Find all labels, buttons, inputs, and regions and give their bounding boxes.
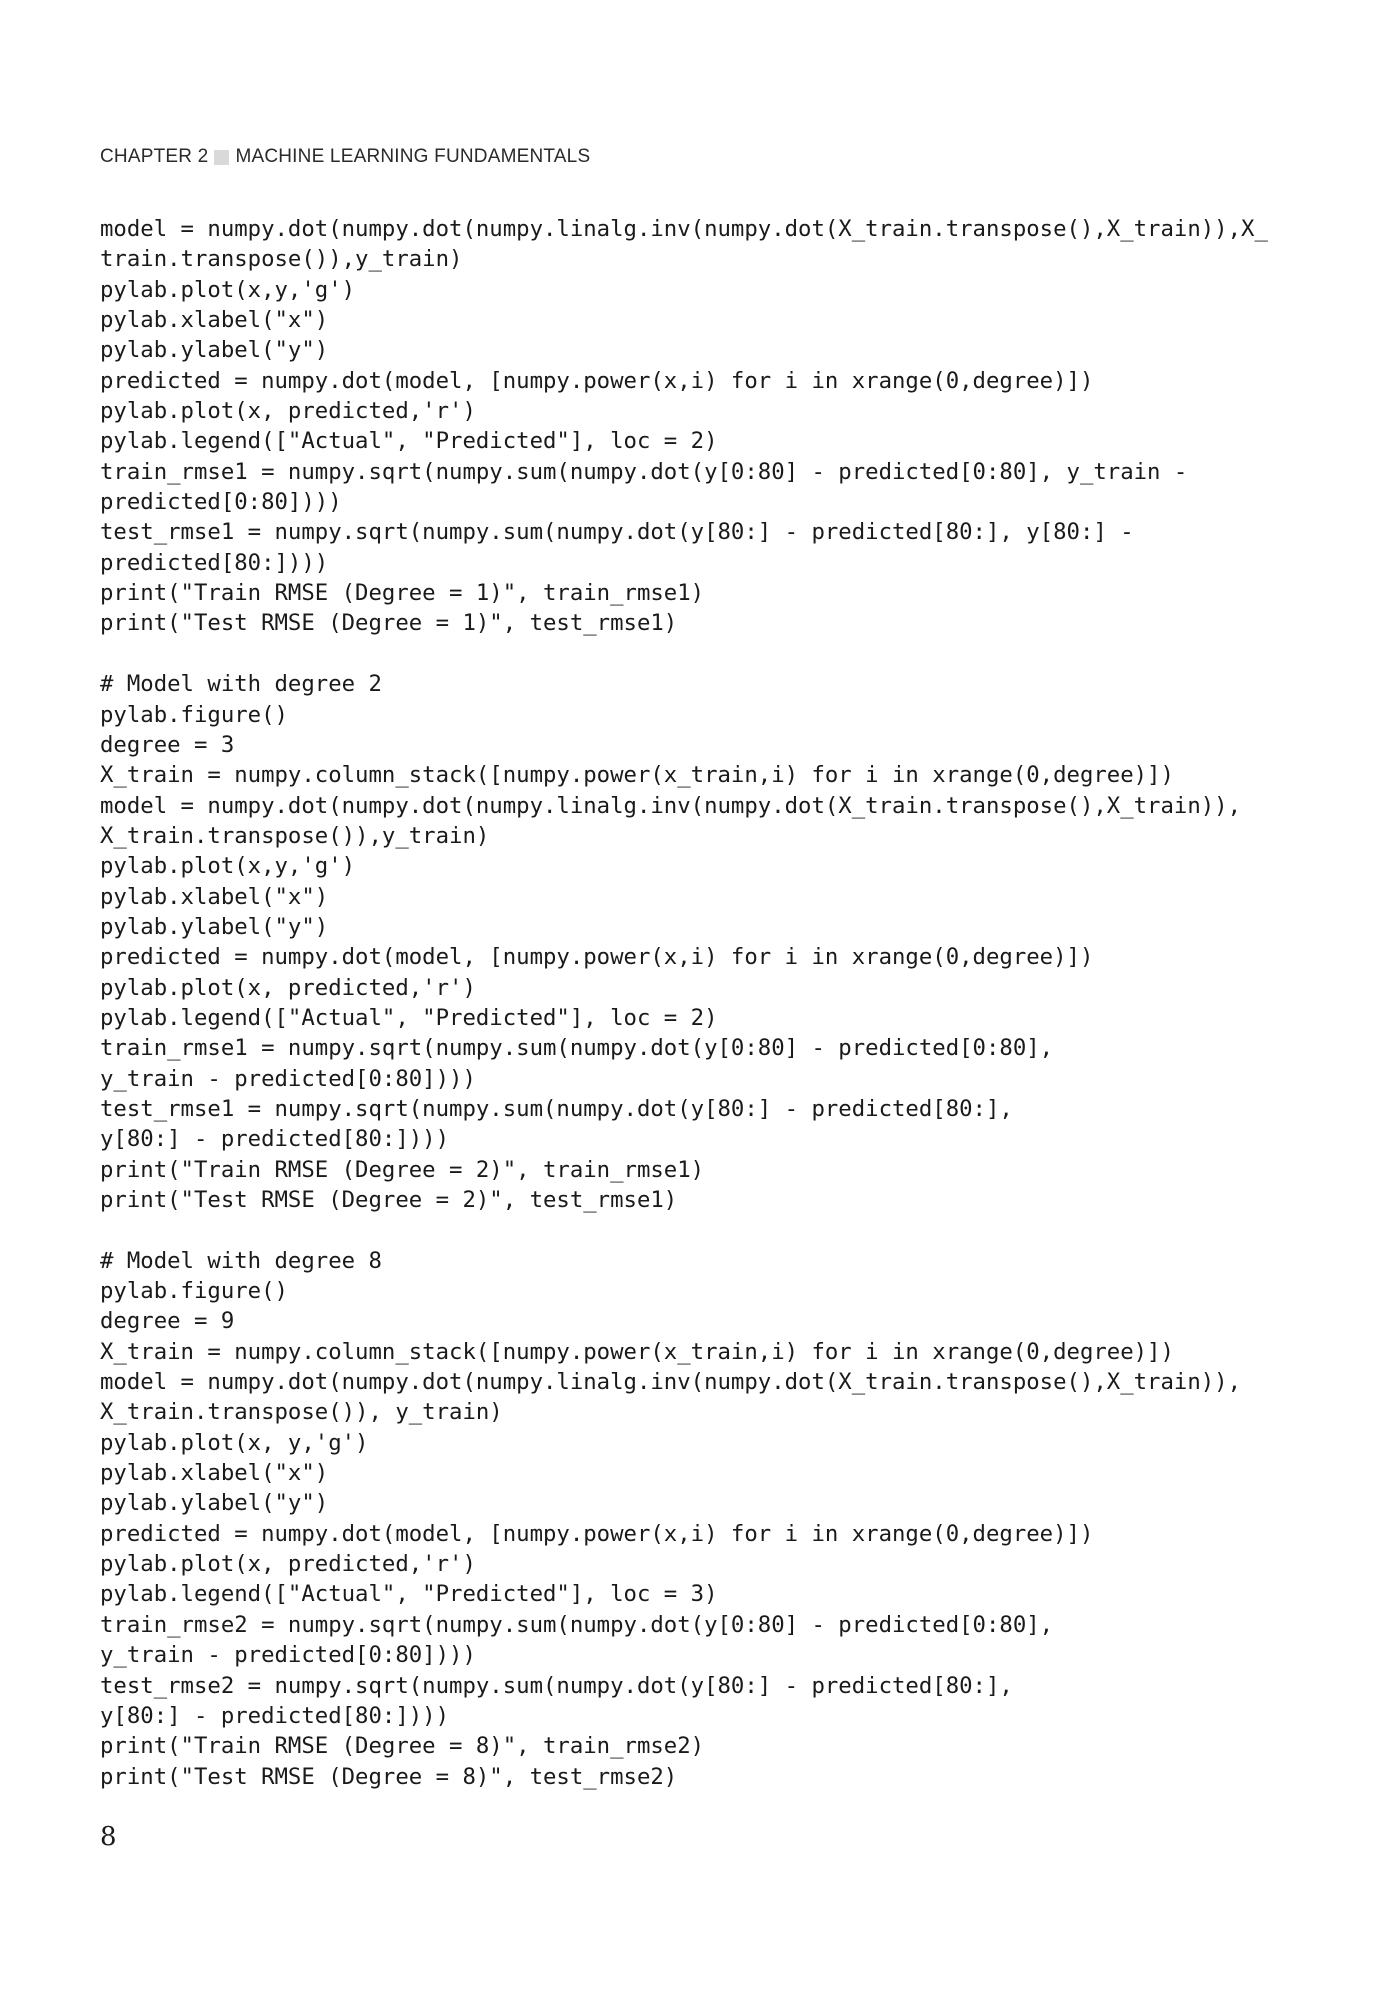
code-line: print("Train RMSE (Degree = 8)", train_rmse2) <box>100 1733 705 1760</box>
code-line: pylab.figure() <box>100 1278 288 1305</box>
code-line: train_rmse1 = numpy.sqrt(numpy.sum(numpy.dot(y[0:80] - predicted[0:80], <box>100 1035 1054 1062</box>
code-line: # Model with degree 8 <box>100 1247 382 1274</box>
code-line: pylab.plot(x, predicted,'r') <box>100 398 476 425</box>
code-line: train_rmse2 = numpy.sqrt(numpy.sum(numpy.dot(y[0:80] - predicted[0:80], <box>100 1611 1054 1638</box>
code-line: print("Train RMSE (Degree = 2)", train_rmse1) <box>100 1156 705 1183</box>
chapter-title: MACHINE LEARNING FUNDAMENTALS <box>235 146 591 167</box>
code-line: pylab.plot(x, predicted,'r') <box>100 1551 476 1578</box>
page-number: 8 <box>100 1822 117 1852</box>
code-line: predicted = numpy.dot(model, [numpy.power(x,i) for i in xrange(0,degree)]) <box>100 367 1094 394</box>
code-line: pylab.ylabel("y") <box>100 913 329 940</box>
code-line: model = numpy.dot(numpy.dot(numpy.linalg.inv(numpy.dot(X_train.transpose(),X_train)), <box>100 792 1242 819</box>
code-line: train_rmse1 = numpy.sqrt(numpy.sum(numpy.dot(y[0:80] - predicted[0:80], y_train - <box>100 458 1188 485</box>
code-line: pylab.plot(x,y,'g') <box>100 276 356 303</box>
code-line: X_train.transpose()), y_train) <box>100 1399 503 1426</box>
code-line: pylab.figure() <box>100 701 288 728</box>
code-line: y[80:] - predicted[80:]))) <box>100 1702 450 1729</box>
code-line: predicted[0:80]))) <box>100 489 342 516</box>
code-line: test_rmse1 = numpy.sqrt(numpy.sum(numpy.dot(y[80:] - predicted[80:], <box>100 1095 1013 1122</box>
running-head <box>100 146 590 168</box>
chapter-label: CHAPTER 2 <box>100 146 209 167</box>
code-line: pylab.ylabel("y") <box>100 1490 329 1517</box>
code-line: pylab.xlabel("x") <box>100 883 329 910</box>
code-line: pylab.legend(["Actual", "Predicted"], loc = 2) <box>100 428 718 455</box>
code-line: model = numpy.dot(numpy.dot(numpy.linalg.inv(numpy.dot(X_train.transpose(),X_train)),X_ <box>100 216 1268 242</box>
code-line: pylab.plot(x, y,'g') <box>100 1429 369 1456</box>
code-line: pylab.xlabel("x") <box>100 307 329 334</box>
code-line: X_train.transpose()),y_train) <box>100 822 490 849</box>
code-line <box>100 639 1320 669</box>
code-line: test_rmse1 = numpy.sqrt(numpy.sum(numpy.dot(y[80:] - predicted[80:], y[80:] - <box>100 519 1134 546</box>
code-line: degree = 3 <box>100 731 235 758</box>
code-line: # Model with degree 2 <box>100 671 382 698</box>
code-line: test_rmse2 = numpy.sqrt(numpy.sum(numpy.dot(y[80:] - predicted[80:], <box>100 1672 1013 1699</box>
code-line: pylab.xlabel("x") <box>100 1460 329 1487</box>
code-line: print("Train RMSE (Degree = 1)", train_rmse1) <box>100 580 705 607</box>
code-line: y[80:] - predicted[80:]))) <box>100 1126 450 1153</box>
code-line: model = numpy.dot(numpy.dot(numpy.linalg.inv(numpy.dot(X_train.transpose(),X_train)), <box>100 1369 1242 1396</box>
code-line: predicted = numpy.dot(model, [numpy.power(x,i) for i in xrange(0,degree)]) <box>100 944 1094 971</box>
code-line: X_train = numpy.column_stack([numpy.power(x_train,i) for i in xrange(0,degree)]) <box>100 762 1174 789</box>
code-line: print("Test RMSE (Degree = 8)", test_rmse2) <box>100 1763 678 1790</box>
code-line: pylab.plot(x, predicted,'r') <box>100 974 476 1001</box>
code-line: pylab.legend(["Actual", "Predicted"], loc = 2) <box>100 1004 718 1031</box>
code-line: y_train - predicted[0:80]))) <box>100 1065 476 1092</box>
code-line: predicted = numpy.dot(model, [numpy.power(x,i) for i in xrange(0,degree)]) <box>100 1520 1094 1547</box>
code-line: pylab.ylabel("y") <box>100 337 329 364</box>
code-line <box>100 1215 1320 1245</box>
code-line: print("Test RMSE (Degree = 2)", test_rmse1) <box>100 1187 678 1213</box>
separator-square-icon <box>214 150 229 165</box>
code-line: pylab.legend(["Actual", "Predicted"], loc = 3) <box>100 1581 718 1608</box>
code-line: pylab.plot(x,y,'g') <box>100 853 356 880</box>
code-line: train.transpose()),y_train) <box>100 246 463 273</box>
code-line: y_train - predicted[0:80]))) <box>100 1642 476 1669</box>
code-line: X_train = numpy.column_stack([numpy.power(x_train,i) for i in xrange(0,degree)]) <box>100 1338 1174 1365</box>
code-line: predicted[80:]))) <box>100 549 329 576</box>
code-line: print("Test RMSE (Degree = 1)", test_rmse1) <box>100 610 678 637</box>
code-line: degree = 9 <box>100 1308 235 1335</box>
code-listing <box>100 214 1320 1792</box>
